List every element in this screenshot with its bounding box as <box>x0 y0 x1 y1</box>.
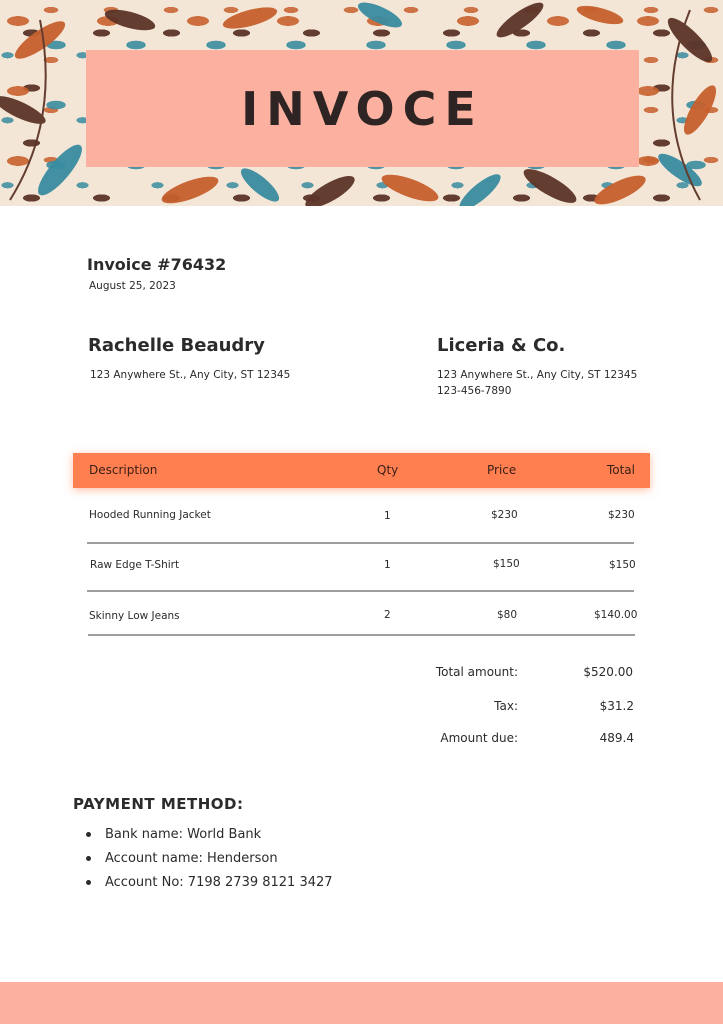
column-header-price: Price <box>487 463 517 477</box>
bullet-icon <box>86 880 91 885</box>
tax-value: $31.2 <box>599 699 634 713</box>
row-total: $150 <box>609 559 636 571</box>
payment-account-number: Account No: 7198 2739 8121 3427 <box>105 874 333 890</box>
footer-bar <box>0 982 723 1024</box>
column-header-qty: Qty <box>377 463 399 477</box>
title-box <box>86 50 639 167</box>
row-qty: 2 <box>384 609 391 621</box>
row-price: $80 <box>497 609 518 621</box>
row-divider <box>87 542 634 544</box>
amount-due-value: 489.4 <box>599 731 634 745</box>
billed-to-name: Rachelle Beaudry <box>88 335 265 356</box>
column-header-description: Description <box>89 463 158 477</box>
list-item <box>86 870 333 894</box>
row-price: $150 <box>493 558 520 570</box>
company-address: 123 Anywhere St., Any City, ST 12345 <box>437 369 638 381</box>
total-amount-label: Total amount: <box>435 665 518 679</box>
tax-label: Tax: <box>494 699 518 713</box>
payment-method-title: PAYMENT METHOD: <box>73 795 244 813</box>
company-phone: 123-456-7890 <box>437 385 512 397</box>
row-total: $230 <box>608 509 635 521</box>
row-total: $140.00 <box>594 609 638 621</box>
total-amount-value: $520.00 <box>583 665 633 679</box>
row-description: Raw Edge T-Shirt <box>90 559 180 571</box>
row-description: Skinny Low Jeans <box>89 610 180 622</box>
payment-method-list <box>86 822 333 894</box>
bullet-icon <box>86 832 91 837</box>
payment-bank-name: Bank name: World Bank <box>105 826 262 842</box>
invoice-date: August 25, 2023 <box>89 280 176 292</box>
amount-due-label: Amount due: <box>440 731 518 745</box>
billed-to-address: 123 Anywhere St., Any City, ST 12345 <box>90 369 291 381</box>
list-item <box>86 846 333 870</box>
row-qty: 1 <box>384 559 391 571</box>
row-divider <box>88 634 635 636</box>
column-header-total: Total <box>606 463 635 477</box>
bullet-icon <box>86 856 91 861</box>
row-description: Hooded Running Jacket <box>89 509 211 521</box>
page-title: INVOCE <box>241 81 484 136</box>
table-header <box>73 453 650 488</box>
row-price: $230 <box>491 509 518 521</box>
company-name: Liceria & Co. <box>437 335 566 356</box>
invoice-number: Invoice #76432 <box>87 255 227 274</box>
row-divider <box>87 590 634 592</box>
payment-account-name: Account name: Henderson <box>105 850 278 866</box>
list-item <box>86 822 333 846</box>
row-qty: 1 <box>384 510 391 522</box>
